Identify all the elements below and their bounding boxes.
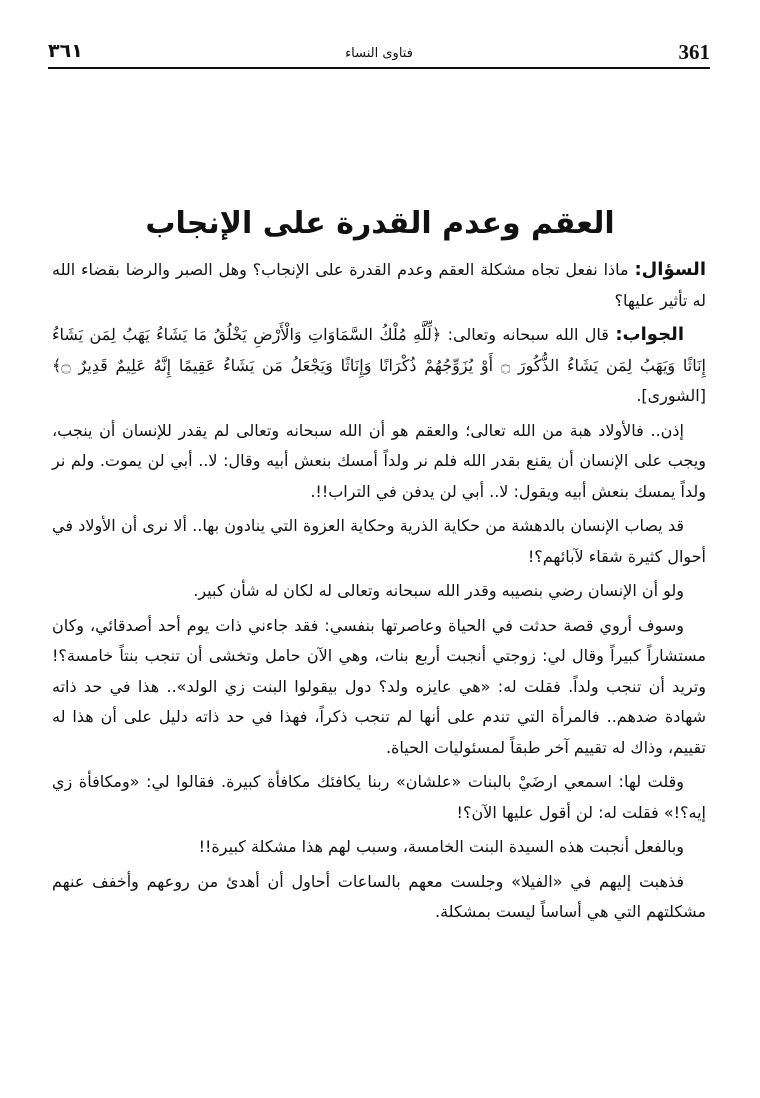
question-paragraph (52, 255, 706, 316)
body-paragraph: قد يصاب الإنسان بالدهشة من حكاية الذرية وحكاية العزوة التي ينادون بها.. ألا نرى أن الأولاد في أحوال كثيرة شقاء لآبائهم؟! (52, 516, 706, 566)
body-paragraph: وقلت لها: اسمعي ارضَيْ بالبنات «علشان» ربنا يكافئك مكافأة كبيرة. فقالوا لي: «ومكافأة زي إيه؟!» فقلت له: لن أقول عليها الآن؟! (52, 772, 706, 822)
header-rule (48, 67, 710, 69)
question-text: ماذا نفعل تجاه مشكلة العقم وعدم القدرة على الإنجاب؟ وهل الصبر والرضا بقضاء الله له تأثير عليها؟ (52, 260, 706, 310)
answer-label: الجواب: (615, 324, 684, 345)
quran-verse: ﴿لِّلَّهِ مُلْكُ السَّمَاوَاتِ وَالْأَرْضِ يَخْلُقُ مَا يَشَاءُ يَهَبُ لِمَن يَشَاءُ إِنَاثًا وَيَهَبُ لِمَن يَشَاءُ الذُّكُورَ ۝ أَوْ يُزَوِّجُهُمْ ذُكْرَانًا وَإِنَاثًا وَيَجْعَلُ مَن يَشَاءُ عَقِيمًا إِنَّهُ عَلِيمٌ قَدِيرٌ ۝﴾ (52, 325, 707, 375)
question-label: السؤال: (634, 259, 706, 280)
answer-intro: قال الله سبحانه وتعالى: (447, 325, 609, 344)
body-paragraph: إذن.. فالأولاد هبة من الله تعالى؛ والعقم هو أن الله سبحانه وتعالى لم يقدر للإنسان أن ينجب، ويجب على الإنسان أن يقنع بقدر الله فلم نر ولداً أمسك بنعش أبيه وقال: لا.. أبي لن يموت. ولم نر ولداً يمسك بنعش أبيه ويقول: لا.. أبي لن يدفن في التراب!!. (52, 420, 706, 501)
page-number-arabic: ٣٦١ (48, 40, 83, 62)
surah-reference: [الشورى]. (636, 386, 706, 405)
chapter-title: العقم وعدم القدرة على الإنجاب (145, 206, 615, 242)
page-number-latin: 361 (678, 40, 710, 64)
body-paragraph: فذهبت إليهم في «الفيلا» وجلست معهم بالساعات أحاول أن أهدئ من روعهم وأخفف عنهم مشكلتهم التي هي أساساً ليست بمشكلة. (52, 871, 706, 921)
body-text (52, 255, 706, 932)
answer-paragraph (52, 320, 706, 412)
body-paragraph: وبالفعل أنجبت هذه السيدة البنت الخامسة، وسبب لهم هذا مشكلة كبيرة!! (198, 837, 684, 856)
running-title: فتاوى النساء (345, 46, 413, 61)
body-paragraph: وسوف أروي قصة حدثت في الحياة وعاصرتها بنفسي: فقد جاءني ذات يوم أحد أصدقائي، وكان مستشاراً كبيراً وقال لي: زوجتي أنجبت أربع بنات، وهي الآن حامل وتخشى أن تنجب بنتاً خامسة؟! وتريد أن تنجب ولداً. فقلت له: «هي عايزه ولد؟ دول بيقولوا البنت زي الولد».. هذا في حد ذاته شهادة ضدهم.. فالمرأة التي تندم على أنها لم تنجب ذكراً، فهذا في حد ذاته دليل على أن هذا له تقييم، وذاك له تقييم آخر طبقاً لمسئوليات الحياة. (52, 615, 706, 757)
page-header (48, 38, 710, 68)
body-paragraph: ولو أن الإنسان رضي بنصيبه وقدر الله سبحانه وتعالى له لكان له شأن كبير. (193, 581, 684, 600)
